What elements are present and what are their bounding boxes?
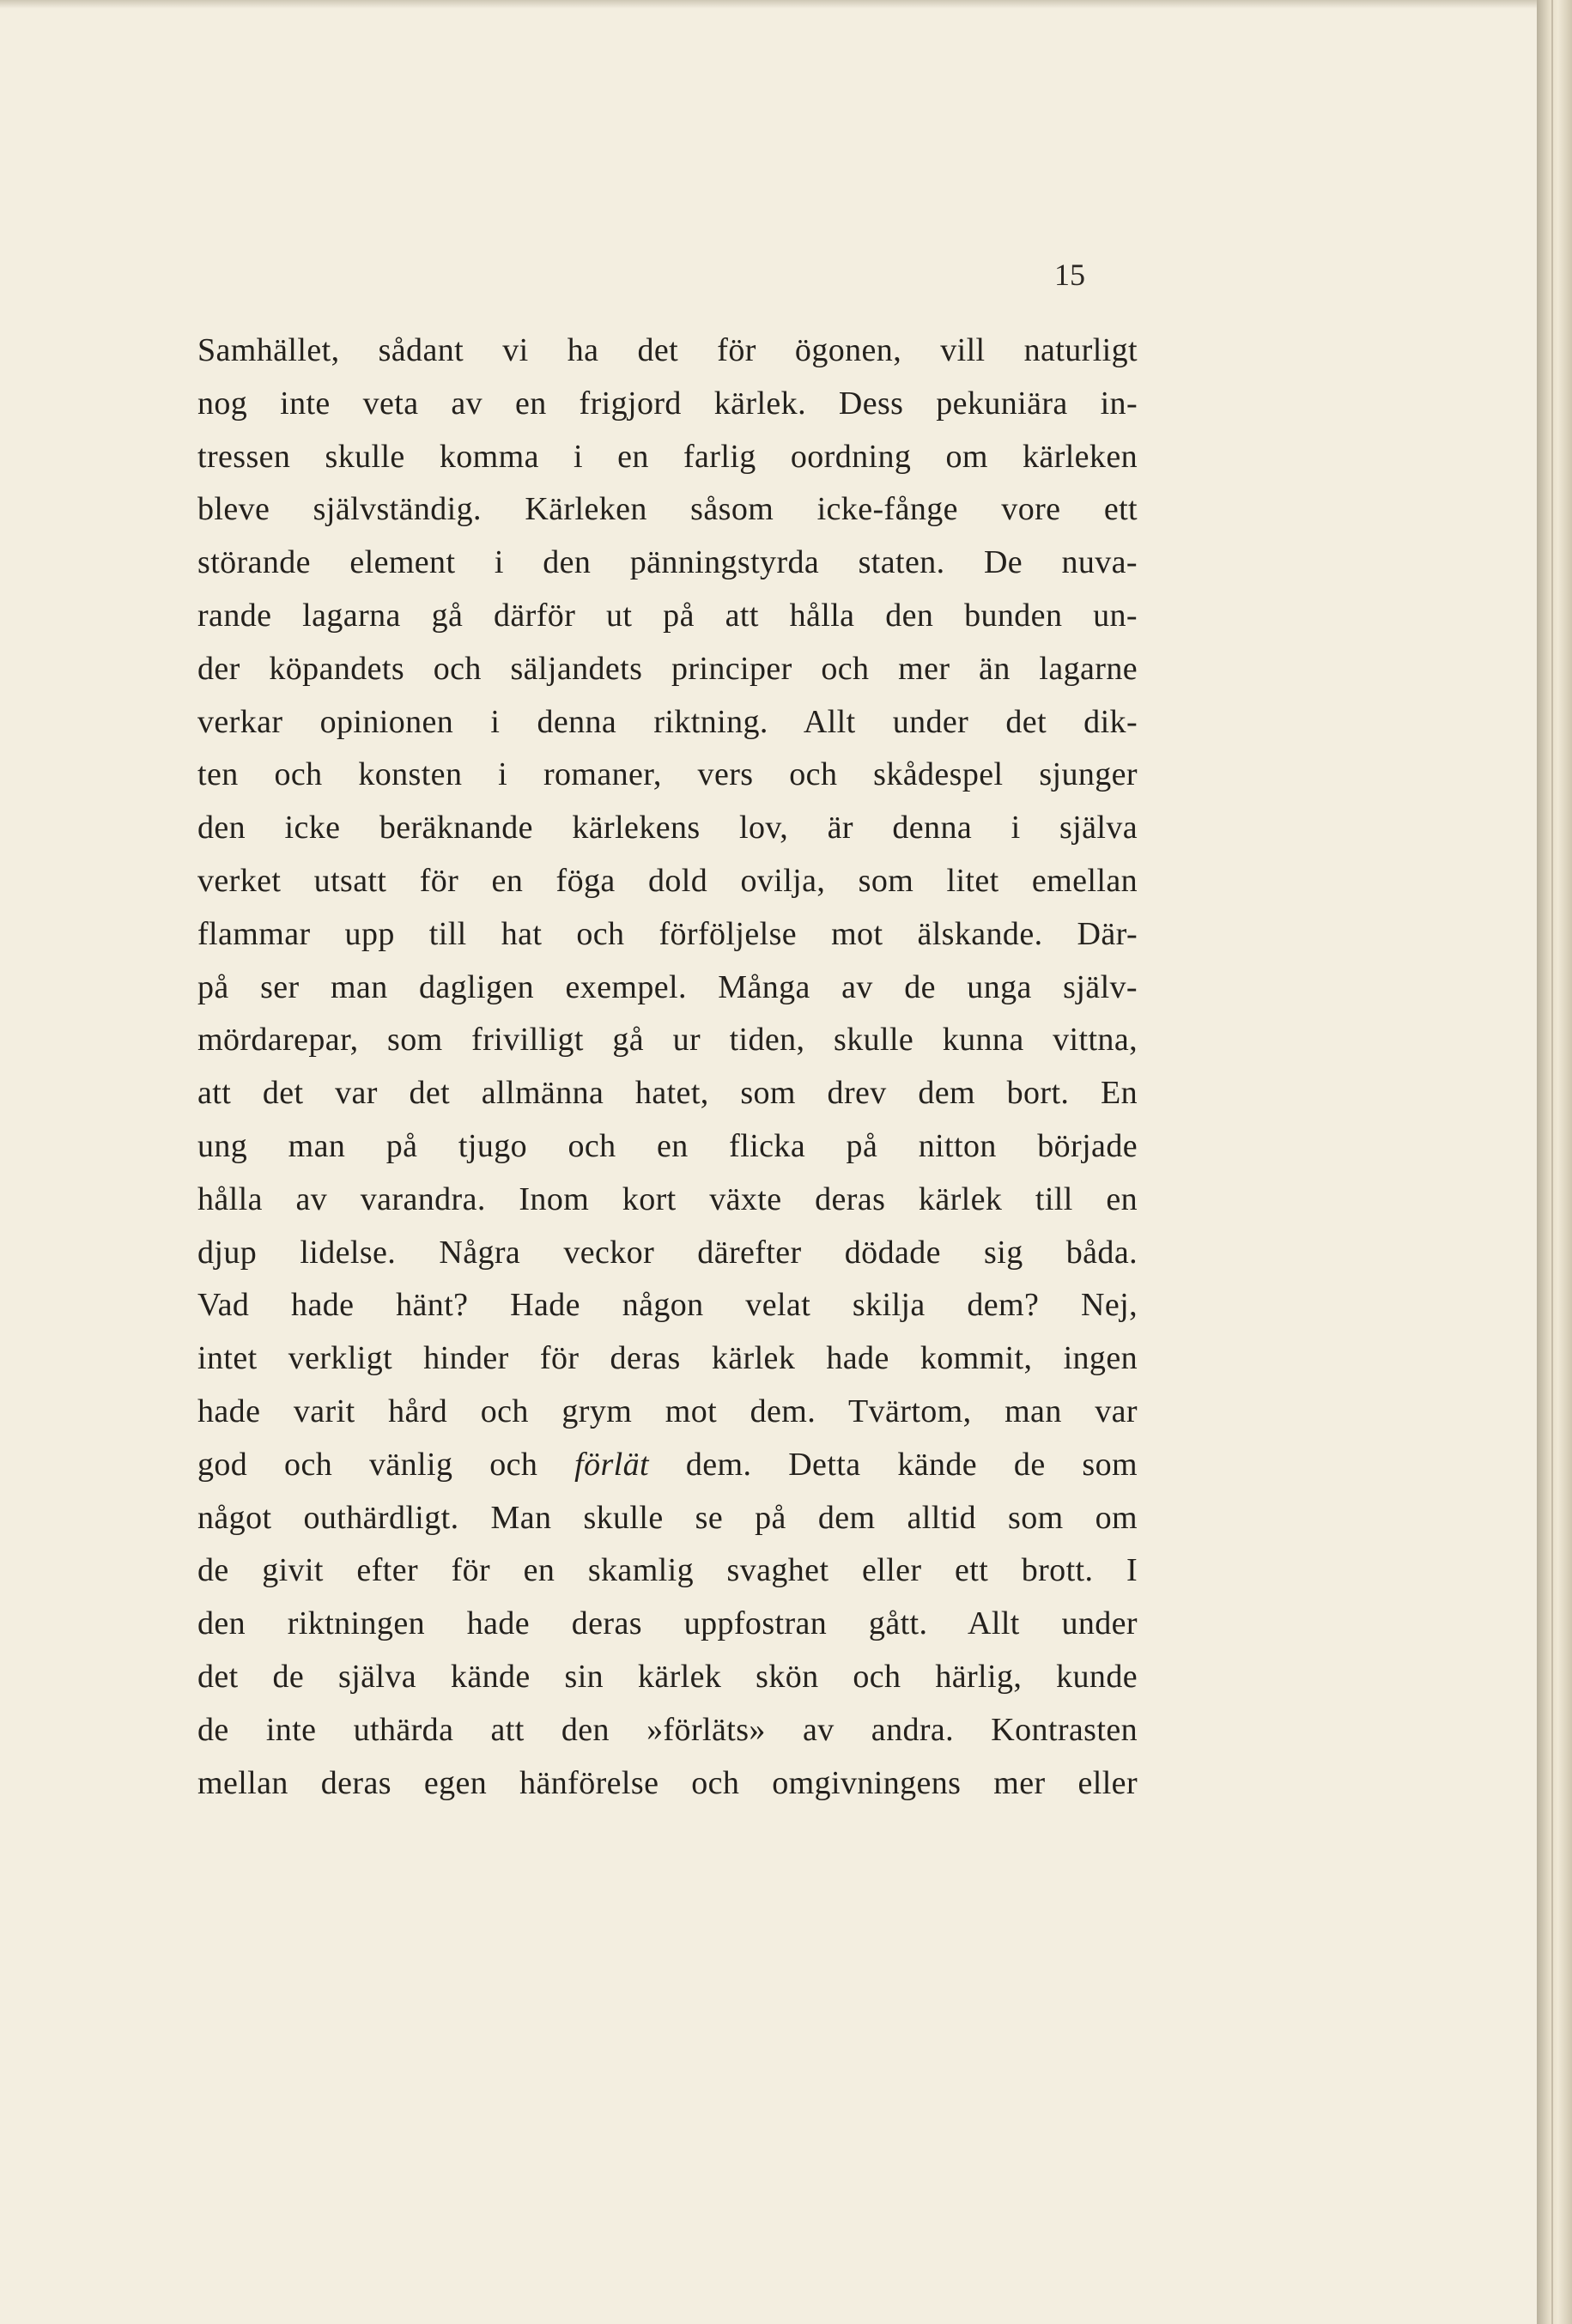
text-line: det de själva kände sin kärlek skön och härlig, kunde (197, 1658, 1138, 1695)
text-line: ung man på tjugo och en flicka på nitton började (197, 1127, 1138, 1164)
body-text (197, 325, 1138, 1810)
text-line: tressen skulle komma i en farlig oordning om kärleken (197, 438, 1138, 475)
page-number: 15 (1054, 258, 1085, 292)
text-line: bleve självständig. Kärleken såsom icke-fånge vore ett (197, 491, 1138, 528)
page-top-edge (0, 0, 1537, 9)
spine-line (1551, 0, 1553, 2324)
text-line: verkar opinionen i denna riktning. Allt under det dik- (197, 703, 1138, 740)
text-line: störande element i den pänningstyrda staten. De nuva- (197, 544, 1138, 581)
text-line: djup lidelse. Några veckor därefter dödade sig båda. (197, 1234, 1138, 1271)
text-line: rande lagarna gå därför ut på att hålla den bunden un- (197, 597, 1138, 634)
text-line: god och vänlig och förlät dem. Detta kände de som (197, 1446, 1138, 1483)
text-line: de inte uthärda att den »förläts» av andra. Kontrasten (197, 1711, 1138, 1748)
text-line: der köpandets och säljandets principer och mer än lagarne (197, 650, 1138, 687)
text-line: den icke beräknande kärlekens lov, är denna i själva (197, 810, 1138, 846)
text-line: mellan deras egen hänförelse och omgivningens mer eller (197, 1764, 1138, 1801)
text-line: hade varit hård och grym mot dem. Tvärtom, man var (197, 1393, 1138, 1429)
text-line: att det var det allmänna hatet, som drev dem bort. En (197, 1075, 1138, 1112)
text-line: den riktningen hade deras uppfostran gått. Allt under (197, 1605, 1138, 1642)
text-line: verket utsatt för en föga dold ovilja, som litet emellan (197, 862, 1138, 899)
text-line: flammar upp till hat och förföljelse mot älskande. Där- (197, 915, 1138, 952)
text-line: på ser man dagligen exempel. Många av de unga själv- (197, 968, 1138, 1005)
text-line: mördarepar, som frivilligt gå ur tiden, skulle kunna vittna, (197, 1022, 1138, 1059)
text-line: Samhället, sådant vi ha det för ögonen, vill naturligt (197, 332, 1138, 368)
text-line: ten och konsten i romaner, vers och skådespel sjunger (197, 756, 1138, 793)
text-line: Vad hade hänt? Hade någon velat skilja dem? Nej, (197, 1287, 1138, 1324)
text-line: de givit efter för en skamlig svaghet eller ett brott. I (197, 1552, 1138, 1589)
text-line: något outhärdligt. Man skulle se på dem alltid som om (197, 1499, 1138, 1536)
text-line: intet verkligt hinder för deras kärlek hade kommit, ingen (197, 1340, 1138, 1377)
book-spine-edge (1537, 0, 1572, 2324)
text-line: nog inte veta av en frigjord kärlek. Dess pekuniära in- (197, 385, 1138, 422)
text-line: hålla av varandra. Inom kort växte deras kärlek till en (197, 1180, 1138, 1217)
